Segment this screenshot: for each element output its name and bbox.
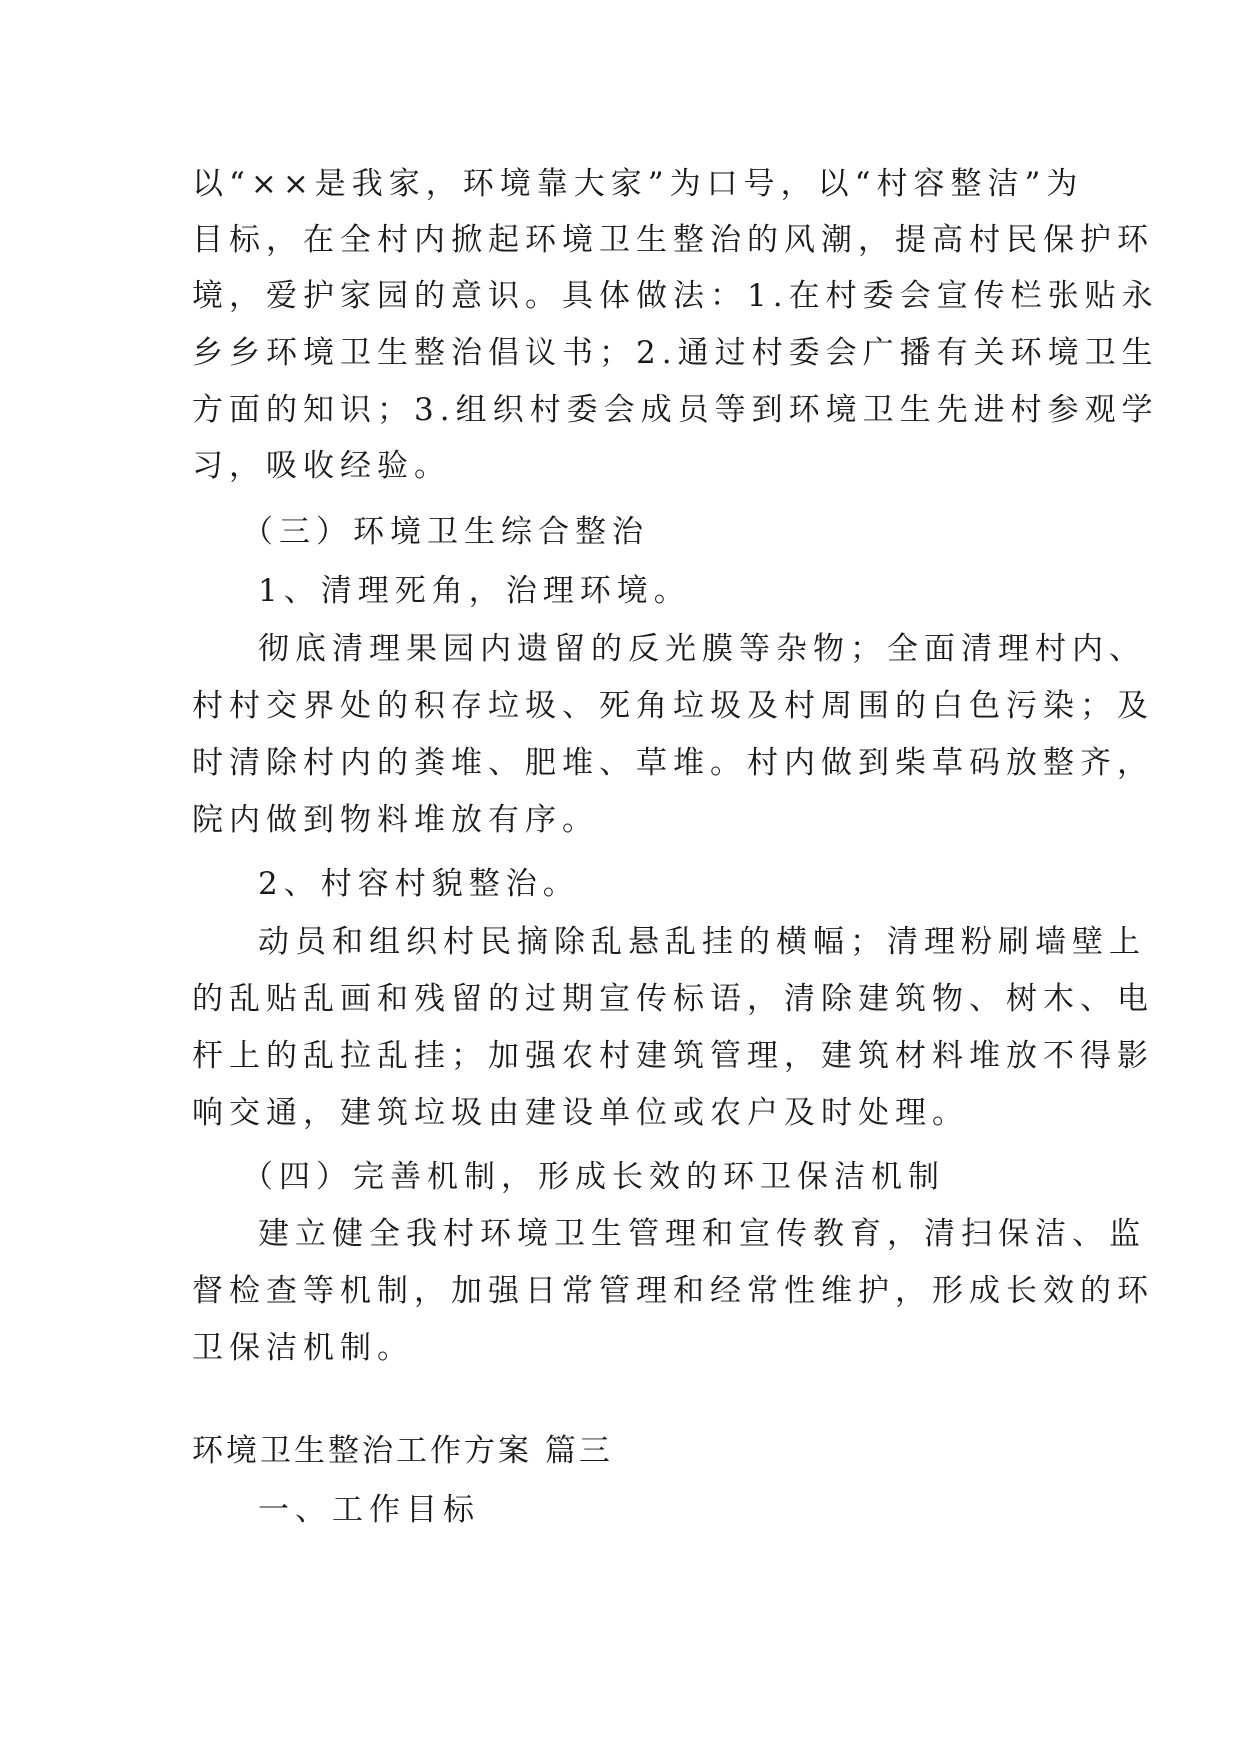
paragraph-line: 时清除村内的粪堆、肥堆、草堆。村内做到柴草码放整齐， [192,745,1154,781]
paragraph-line: 以“××是我家，环境靠大家”为口号，以“村容整洁”为 [192,166,1084,202]
paragraph-line: 目标，在全村内掀起环境卫生整治的风潮，提高村民保护环 [192,222,1154,258]
paragraph-line: 境，爱护家园的意识。具体做法：1.在村委会宣传栏张贴永 [192,278,1159,314]
paragraph-line: 动员和组织村民摘除乱悬乱挂的横幅；清理粉刷墙壁上 [258,924,1146,960]
paragraph-line: 卫保洁机制。 [192,1330,414,1366]
paragraph-line: 彻底清理果园内遗留的反光膜等杂物；全面清理村内、 [258,631,1146,667]
paragraph-line: 村村交界处的积存垃圾、死角垃圾及村周围的白色污染；及 [192,688,1154,724]
section-title: 环境卫生整治工作方案 篇三 [192,1433,613,1469]
paragraph-line: 方面的知识；3.组织村委会成员等到环境卫生先进村参观学 [192,392,1159,428]
paragraph-line: 建立健全我村环境卫生管理和宣传教育，清扫保洁、监 [258,1216,1146,1252]
list-item-heading: 2、村容村貌整治。 [258,866,580,902]
paragraph-line: 的乱贴乱画和残留的过期宣传标语，清除建筑物、树木、电 [192,981,1154,1017]
section-heading: （四）完善机制，形成长效的环卫保洁机制 [242,1159,945,1195]
paragraph-line: 乡乡环境卫生整治倡议书；2.通过村委会广播有关环境卫生 [192,335,1159,371]
paragraph-line: 院内做到物料堆放有序。 [192,802,599,838]
list-item-heading: 1、清理死角，治理环境。 [258,573,691,609]
section-heading: 一、工作目标 [258,1492,480,1528]
paragraph-line: 响交通，建筑垃圾由建设单位或农户及时处理。 [192,1095,969,1131]
paragraph-line: 杆上的乱拉乱挂；加强农村建筑管理，建筑材料堆放不得影 [192,1038,1154,1074]
paragraph-line: 督检查等机制，加强日常管理和经常性维护，形成长效的环 [192,1273,1154,1309]
section-heading: （三）环境卫生综合整治 [242,514,649,550]
paragraph-line: 习，吸收经验。 [192,448,451,484]
